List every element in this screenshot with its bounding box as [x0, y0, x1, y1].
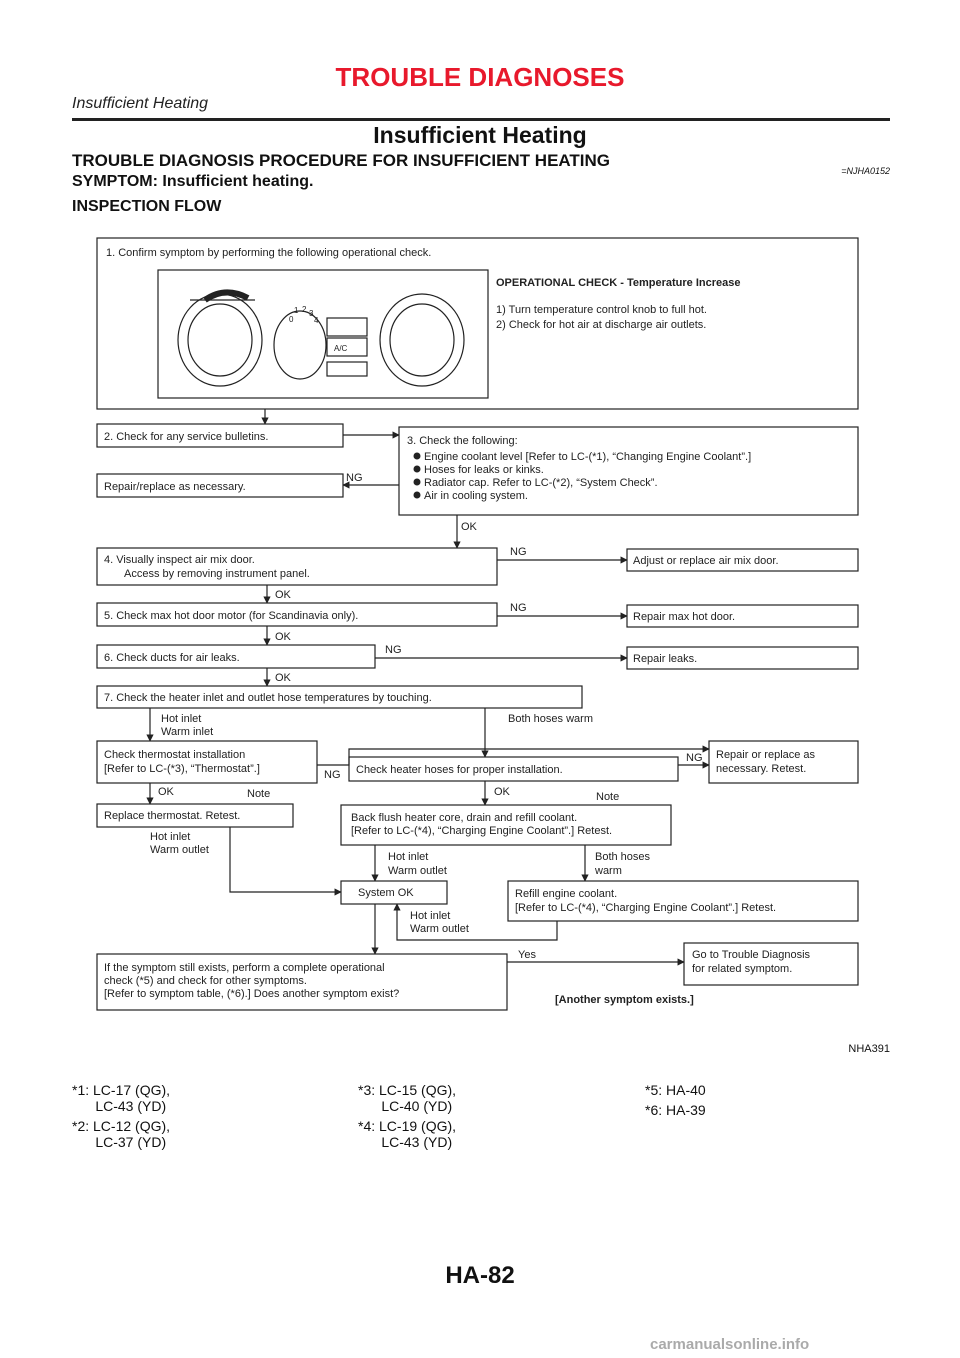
repair-retest-line2: necessary. Retest. — [716, 763, 807, 775]
page-number: HA-82 — [445, 1262, 515, 1289]
thermostat-line2: [Refer to LC-(*3), “Thermostat”.] — [104, 763, 260, 775]
ng-label-3: NG — [510, 602, 527, 614]
reference-1: *1: LC-17 (QG), LC-43 (YD) — [72, 1082, 171, 1114]
op-check-line1: 1) Turn temperature control knob to full hot. — [496, 304, 707, 316]
adjust-airmix-text: Adjust or replace air mix door. — [633, 555, 779, 567]
op-check-title: OPERATIONAL CHECK - Temperature Increase — [496, 277, 741, 289]
both-hoses-label: Both hoses — [595, 851, 651, 863]
step2-text: 2. Check for any service bulletins. — [104, 431, 269, 443]
ng-label-5: NG — [324, 769, 341, 781]
step7-text: 7. Check the heater inlet and outlet hose temperatures by touching. — [104, 692, 432, 704]
step5-text: 5. Check max hot door motor (for Scandinavia only). — [104, 610, 359, 622]
reference-5: *5: HA-40 — [645, 1082, 706, 1098]
refill-line2: [Refer to LC-(*4), “Charging Engine Coolant”.] Retest. — [515, 902, 777, 914]
repair-retest-box — [709, 741, 858, 783]
ok-label-3: OK — [275, 631, 291, 643]
symptom-heading: SYMPTOM: Insufficient heating. — [72, 173, 314, 190]
panel-num-2: 2 — [302, 305, 307, 314]
backflush-line1: Back flush heater core, drain and refill coolant. — [351, 812, 578, 824]
section-header: TROUBLE DIAGNOSES — [335, 62, 625, 92]
panel-num-0: 0 — [289, 315, 294, 324]
mode-knob-icon — [380, 294, 464, 386]
replace-thermostat-text: Replace thermostat. Retest. — [104, 810, 241, 822]
step3-item-3: Radiator cap. Refer to LC-(*2), “System Check”. — [424, 477, 658, 489]
step3-title: 3. Check the following: — [407, 435, 518, 447]
ac-button-label: A/C — [334, 344, 348, 353]
check-thermostat-box — [97, 741, 317, 783]
reference-4: *4: LC-19 (QG), LC-43 (YD) — [358, 1118, 457, 1150]
procedure-title: TROUBLE DIAGNOSIS PROCEDURE FOR INSUFFICIENT HEATING — [72, 151, 611, 170]
references-col2 — [358, 1082, 456, 1154]
note-label-2: Note — [596, 791, 620, 803]
hot-inlet-label-4: Hot inlet — [410, 910, 451, 922]
hot-inlet-label-3: Hot inlet — [388, 851, 429, 863]
repair-retest-line1: Repair or replace as — [716, 749, 816, 761]
control-panel-image — [158, 270, 488, 398]
ng-label-1: NG — [346, 472, 363, 484]
reference-2: *2: LC-12 (QG), LC-37 (YD) — [72, 1118, 171, 1150]
document-code: =NJHA0152 — [841, 166, 890, 176]
final-line1: If the symptom still exists, perform a complete operational — [104, 962, 385, 974]
ng-label-2: NG — [510, 546, 527, 558]
reference-3: *3: LC-15 (QG), LC-40 (YD) — [358, 1082, 457, 1114]
final-line2: check (*5) and check for other symptoms. — [104, 975, 307, 987]
final-line3: [Refer to symptom table, (*6).] Does another symptom exist? — [104, 988, 400, 1000]
warm-outlet-label-2: Warm outlet — [388, 865, 447, 877]
refill-coolant-box — [508, 881, 858, 921]
ok-label-1: OK — [461, 521, 477, 533]
step6-text: 6. Check ducts for air leaks. — [104, 652, 240, 664]
repair-leaks-text: Repair leaks. — [633, 653, 698, 665]
goto-line2: for related symptom. — [692, 963, 793, 975]
step1-text: 1. Confirm symptom by performing the following operational check. — [106, 247, 432, 259]
step3-item-2: Hoses for leaks or kinks. — [424, 464, 544, 476]
ok-label-6: OK — [494, 786, 510, 798]
page-title: Insufficient Heating — [373, 122, 587, 148]
yes-label: Yes — [518, 949, 536, 961]
inspection-flow-heading: INSPECTION FLOW — [72, 198, 222, 215]
step3-item-1: Engine coolant level [Refer to LC-(*1), “Changing Engine Coolant”.] — [424, 451, 752, 463]
references-col3 — [645, 1082, 706, 1122]
figure-id: NHA391 — [848, 1043, 890, 1055]
step1-box — [97, 238, 858, 409]
warm-inlet-label: Warm inlet — [161, 726, 214, 738]
ok-label-2: OK — [275, 589, 291, 601]
warm-outlet-label-1: Warm outlet — [150, 844, 209, 856]
repair-maxhot-text: Repair max hot door. — [633, 611, 736, 623]
both-warm-label: Both hoses warm — [508, 713, 593, 725]
watermark: carmanualsonline.info — [650, 1336, 810, 1353]
temp-knob-icon — [178, 294, 262, 386]
op-check-line2: 2) Check for hot air at discharge air outlets. — [496, 319, 707, 331]
step4-line2: Access by removing instrument panel. — [124, 568, 310, 580]
reference-6: *6: HA-39 — [645, 1102, 706, 1118]
system-ok-text: System OK — [358, 887, 414, 899]
panel-num-3: 3 — [309, 309, 314, 318]
warm-outlet-label-3: Warm outlet — [410, 923, 469, 935]
goto-line1: Go to Trouble Diagnosis — [692, 949, 811, 961]
hot-inlet-label-2: Hot inlet — [150, 831, 191, 843]
backflush-line2: [Refer to LC-(*4), “Charging Engine Coolant”.] Retest. — [351, 825, 613, 837]
thermostat-line1: Check thermostat installation — [104, 749, 246, 761]
subsection-header: Insufficient Heating — [72, 95, 209, 112]
check-hoses-text: Check heater hoses for proper installation. — [356, 764, 563, 776]
step3-item-4: Air in cooling system. — [424, 490, 528, 502]
panel-num-1: 1 — [294, 306, 299, 315]
references-col1 — [72, 1082, 170, 1154]
step4-line1: 4. Visually inspect air mix door. — [104, 554, 255, 566]
ok-label-4: OK — [275, 672, 291, 684]
repair-replace-text: Repair/replace as necessary. — [104, 481, 246, 493]
hot-inlet-label-1: Hot inlet — [161, 713, 202, 725]
note-label-1: Note — [247, 788, 271, 800]
ok-label-5: OK — [158, 786, 174, 798]
panel-num-4: 4 — [314, 316, 319, 325]
ng-label-6: NG — [686, 752, 703, 764]
warm-label: warm — [595, 865, 622, 877]
refill-line1: Refill engine coolant. — [515, 888, 618, 900]
ng-label-4: NG — [385, 644, 402, 656]
rotation-arrow-icon — [205, 292, 248, 300]
another-symptom-label: [Another symptom exists.] — [555, 994, 694, 1006]
